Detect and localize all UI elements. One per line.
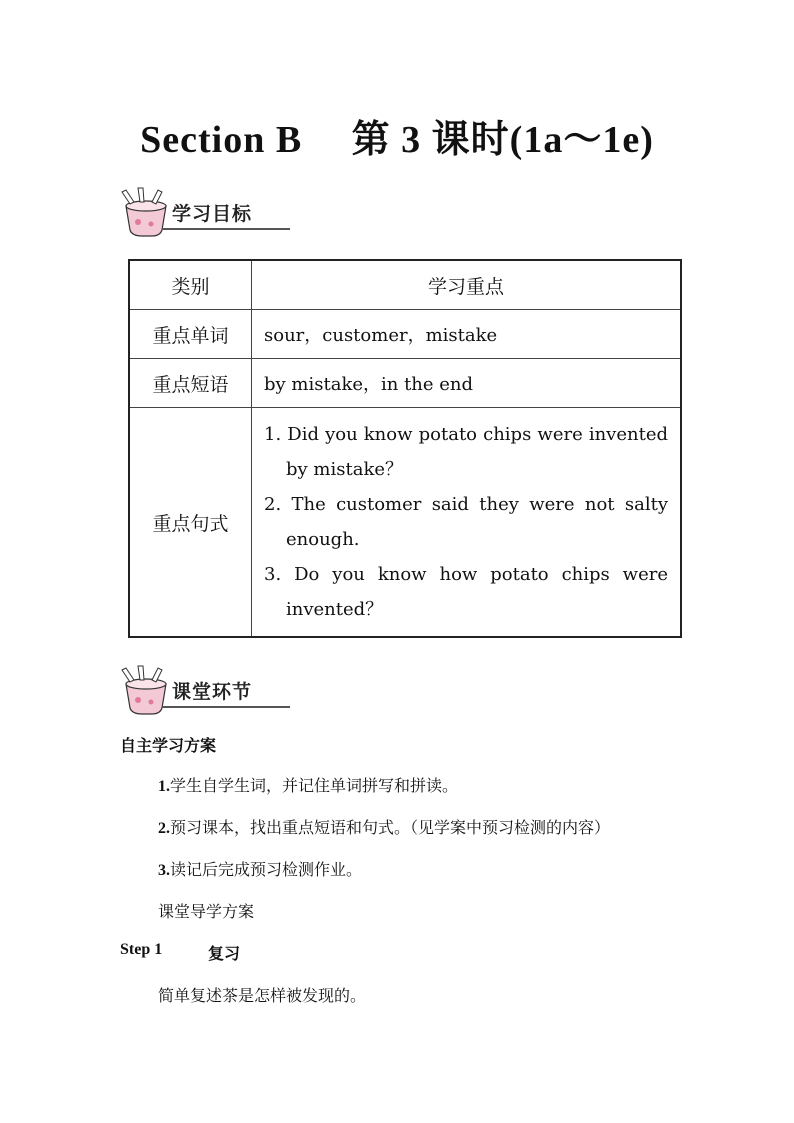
self-study-item: [158, 815, 758, 838]
list-item: 3. Do you know how potato chips were invented？: [264, 564, 668, 620]
item-text: 读记后完成预习检测作业。: [170, 860, 363, 879]
self-study-item: [158, 773, 758, 796]
table-row: [129, 310, 681, 359]
section-label-class: 课堂环节: [172, 681, 253, 703]
pencil-cup-icon: [118, 186, 174, 238]
list-item: 2. The customer said they were not salty enough.: [264, 494, 668, 550]
section-header-class: [118, 664, 290, 716]
item-text: 学生自学生词，并记住单词拼写和拼读。: [170, 776, 459, 795]
page-title: Section B 第 3 课时(1a～1e): [140, 119, 654, 161]
item-number: 2.: [158, 820, 170, 837]
section-header-goals: [118, 186, 290, 238]
step-label: Step 1: [120, 941, 163, 958]
step-title: 复习: [208, 944, 241, 963]
sentence-list: [264, 417, 668, 627]
header-category: 类别: [129, 260, 252, 310]
row-category: 重点句式: [129, 408, 252, 638]
self-study-heading: 自主学习方案: [120, 736, 217, 755]
sentence-cell: [252, 408, 682, 638]
divider: [162, 706, 290, 708]
guide-heading: 课堂导学方案: [158, 902, 255, 921]
section-label-goals: 学习目标: [172, 203, 253, 225]
item-number: 3.: [158, 862, 170, 879]
header-key-points: 学习重点: [252, 260, 682, 310]
row-value: by mistake，in the end: [252, 359, 682, 408]
row-value: sour，customer，mistake: [252, 310, 682, 359]
list-item: 1. Did you know potato chips were invented by mistake？: [264, 424, 668, 480]
divider: [162, 228, 290, 230]
table-row: [129, 408, 681, 638]
table-row: [129, 359, 681, 408]
self-study-item: [158, 857, 758, 880]
row-category: 重点短语: [129, 359, 252, 408]
study-goals-table: [128, 259, 682, 638]
row-category: 重点单词: [129, 310, 252, 359]
item-number: 1.: [158, 778, 170, 795]
item-text: 预习课本，找出重点短语和句式。（见学案中预习检测的内容）: [170, 818, 611, 837]
pencil-cup-icon: [118, 664, 174, 716]
table-header-row: [129, 260, 681, 310]
step-text: 简单复述茶是怎样被发现的。: [158, 986, 367, 1005]
